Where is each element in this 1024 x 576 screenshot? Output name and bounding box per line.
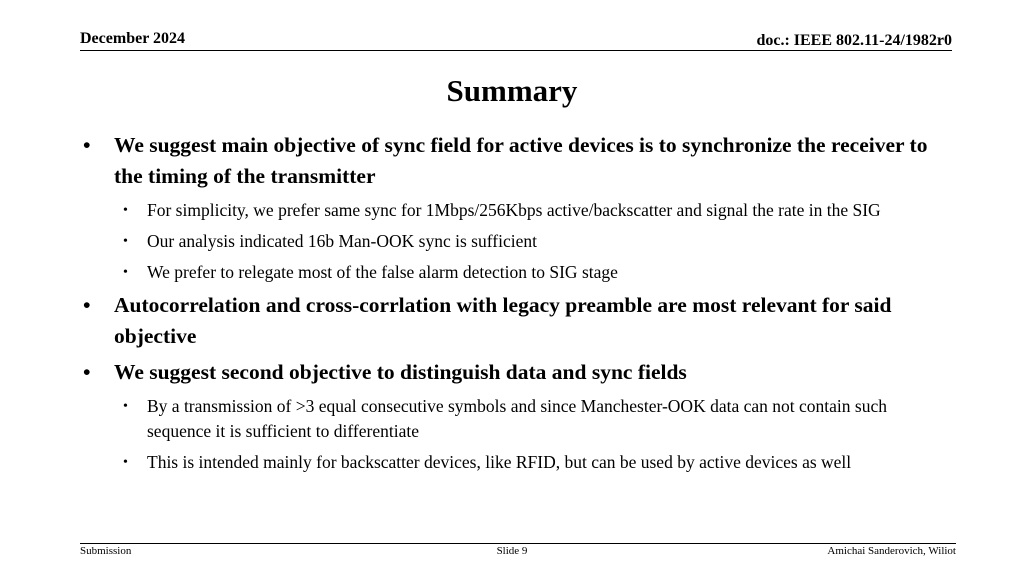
header-date: December 2024 xyxy=(80,30,185,47)
sub-bullet-marker: • xyxy=(123,265,128,280)
bullet-marker: • xyxy=(83,133,91,157)
bullet-3-text: We suggest second objective to distinguish data and sync fields xyxy=(114,360,687,384)
bullet-1-sub-2 xyxy=(123,229,953,254)
bullet-1-text: We suggest main objective of sync field for active devices is to synchronize the receiver to the timing of the transmitter xyxy=(114,133,928,188)
sub-bullet-marker: • xyxy=(123,203,128,218)
sub-bullet-marker: • xyxy=(123,455,128,470)
bullet-marker: • xyxy=(83,360,91,384)
bullet-1-sub-2-text: Our analysis indicated 16b Man-OOK sync is sufficient xyxy=(147,231,537,251)
bullet-3-sub-2 xyxy=(123,450,953,475)
bullet-1-sub-1 xyxy=(123,198,953,223)
sub-bullet-marker: • xyxy=(123,399,128,414)
footer-submission: Submission xyxy=(80,545,132,557)
bullet-marker: • xyxy=(83,293,91,317)
footer-author: Amichai Sanderovich, Wiliot xyxy=(827,545,956,557)
slide-body xyxy=(83,130,953,475)
footer-slide-number: Slide 9 xyxy=(496,545,528,557)
bullet-3 xyxy=(83,357,953,388)
sub-bullet-marker: • xyxy=(123,234,128,249)
bullet-1-sub-3 xyxy=(123,260,953,285)
bullet-2 xyxy=(83,290,953,352)
bullet-1-sub-1-text: For simplicity, we prefer same sync for 1Mbps/256Kbps active/backscatter and signal the rate in the SIG xyxy=(147,200,881,220)
bullet-2-text: Autocorrelation and cross-corrlation with legacy preamble are most relevant for said objective xyxy=(114,293,892,348)
bullet-3-sub-1 xyxy=(123,394,953,444)
header-doc-id: doc.: IEEE 802.11-24/1982r0 xyxy=(756,32,952,49)
bullet-1 xyxy=(83,130,953,192)
bullet-3-sub-1-text: By a transmission of >3 equal consecutive symbols and since Manchester-OOK data can not contain such sequence it is sufficient to differentiate xyxy=(147,396,887,441)
slide-title: Summary xyxy=(446,73,578,108)
footer-divider xyxy=(80,543,956,544)
header-divider xyxy=(80,50,952,51)
bullet-1-sub-3-text: We prefer to relegate most of the false alarm detection to SIG stage xyxy=(147,262,618,282)
bullet-3-sub-2-text: This is intended mainly for backscatter devices, like RFID, but can be used by active devices as well xyxy=(147,452,852,472)
